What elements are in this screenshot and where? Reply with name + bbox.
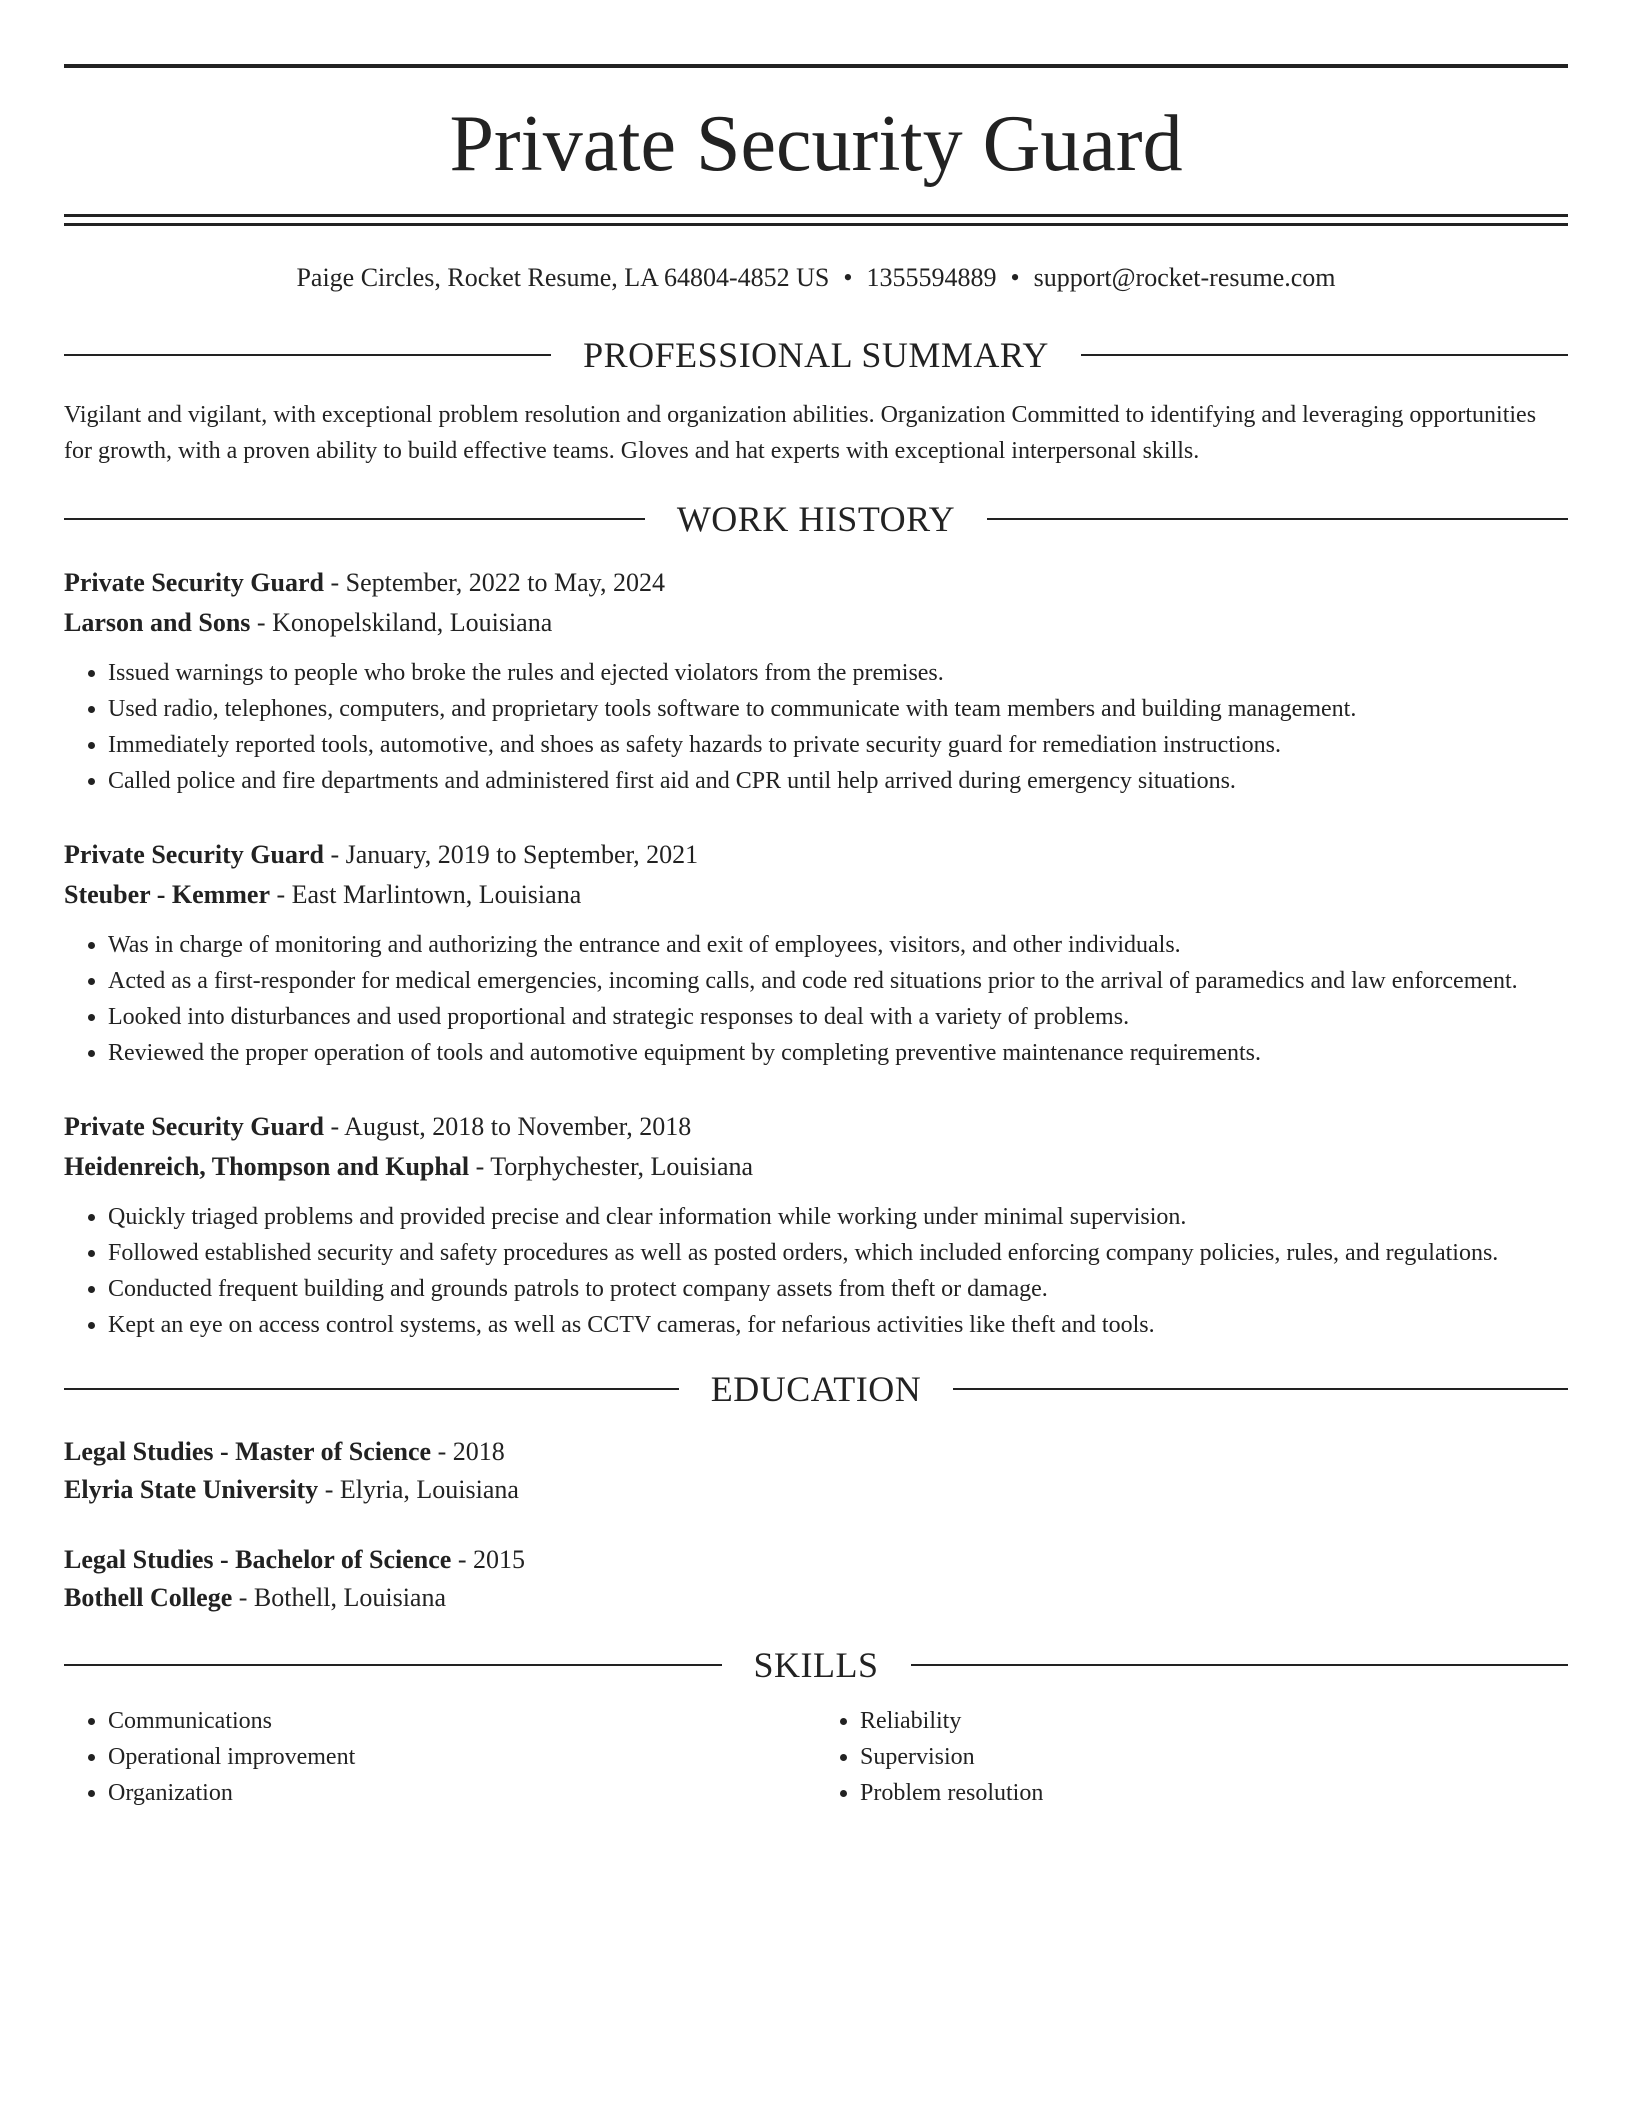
contact-address: Paige Circles, Rocket Resume, LA 64804-4852 US <box>296 263 830 292</box>
heading-rule-left <box>64 1388 679 1390</box>
job-bullet: • Issued warnings to people who broke the rules and ejected violators from the premises. <box>108 655 1568 691</box>
heading-rule-left <box>64 518 645 520</box>
job-title-line <box>64 835 1568 875</box>
job-title: Private Security Guard <box>64 840 324 870</box>
section-heading-work-history <box>64 499 1568 540</box>
education-degree: Legal Studies - Master of Science <box>64 1437 432 1467</box>
education-school-line <box>64 1471 1568 1509</box>
job-company: Heidenreich, Thompson and Kuphal <box>64 1152 470 1182</box>
top-rule <box>64 64 1568 68</box>
job-company-line <box>64 603 1568 643</box>
section-title: PROFESSIONAL SUMMARY <box>583 335 1049 376</box>
job-bullet: • Quickly triaged problems and provided precise and clear information while working under minimal supervision. <box>108 1199 1568 1235</box>
job-location: - East Marlintown, Louisiana <box>270 880 582 910</box>
job-company: Steuber - Kemmer <box>64 880 271 910</box>
skills-list <box>64 1703 1568 1811</box>
section-heading-summary <box>64 335 1568 376</box>
contact-email[interactable]: support@rocket-resume.com <box>1033 263 1336 292</box>
job-dates: - August, 2018 to November, 2018 <box>323 1112 692 1142</box>
education-school: Bothell College <box>64 1583 233 1613</box>
heading-rule-left <box>64 354 551 356</box>
job-bullet: • Reviewed the proper operation of tools and automotive equipment by completing preventive maintenance requirements. <box>108 1035 1568 1071</box>
skill-item: • Communications <box>108 1703 816 1739</box>
job-location: - Konopelskiland, Louisiana <box>250 608 553 638</box>
contact-line <box>64 262 1568 293</box>
job-bullet: • Kept an eye on access control systems, as well as CCTV cameras, for nefarious activities like theft and tools. <box>108 1307 1568 1343</box>
contact-phone: 1355594889 <box>866 263 997 292</box>
job-company-line <box>64 1147 1568 1187</box>
header-rule-1 <box>64 214 1568 217</box>
job-entry <box>64 563 1568 799</box>
job-entry <box>64 835 1568 1071</box>
section-heading-skills <box>64 1645 1568 1686</box>
job-title: Private Security Guard <box>64 568 324 598</box>
education-location: - Elyria, Louisiana <box>318 1475 519 1505</box>
contact-separator: • <box>843 263 853 292</box>
resume-name: Private Security Guard <box>449 100 1183 188</box>
education-entry <box>64 1541 1568 1617</box>
heading-rule-right <box>1081 354 1568 356</box>
skill-item: • Reliability <box>860 1703 1568 1739</box>
job-bullets <box>64 655 1568 799</box>
job-bullet: • Called police and fire departments and administered first aid and CPR until help arrived during emergency situations. <box>108 763 1568 799</box>
education-degree: Legal Studies - Bachelor of Science <box>64 1545 452 1575</box>
job-dates: - September, 2022 to May, 2024 <box>323 568 665 598</box>
section-title: EDUCATION <box>710 1369 922 1410</box>
education-location: - Bothell, Louisiana <box>232 1583 447 1613</box>
education-entry <box>64 1433 1568 1509</box>
education-year: - 2015 <box>451 1545 525 1575</box>
job-bullet: • Followed established security and safety procedures as well as posted orders, which included enforcing company policies, rules, and regulations. <box>108 1235 1568 1271</box>
job-bullets <box>64 1199 1568 1343</box>
job-location: - Torphychester, Louisiana <box>469 1152 754 1182</box>
section-title: SKILLS <box>753 1645 879 1686</box>
skill-item: • Organization <box>108 1775 816 1811</box>
resume-page <box>64 64 1568 1811</box>
education-year: - 2018 <box>431 1437 505 1467</box>
job-company-line <box>64 875 1568 915</box>
education-degree-line <box>64 1433 1568 1471</box>
education-school-line <box>64 1579 1568 1617</box>
education-school: Elyria State University <box>64 1475 319 1505</box>
job-bullets <box>64 927 1568 1071</box>
job-bullet: • Immediately reported tools, automotive, and shoes as safety hazards to private security guard for remediation instructions. <box>108 727 1568 763</box>
skills-column-left <box>64 1703 816 1811</box>
heading-rule-right <box>911 1664 1569 1666</box>
contact-separator: • <box>1010 263 1020 292</box>
header-rule-2 <box>64 223 1568 226</box>
skills-column-right <box>816 1703 1568 1811</box>
job-title-line <box>64 1107 1568 1147</box>
job-bullet: • Looked into disturbances and used proportional and strategic responses to deal with a variety of problems. <box>108 999 1568 1035</box>
job-bullet: • Used radio, telephones, computers, and proprietary tools software to communicate with team members and building management. <box>108 691 1568 727</box>
section-title: WORK HISTORY <box>676 499 956 540</box>
education-degree-line <box>64 1541 1568 1579</box>
heading-rule-right <box>953 1388 1568 1390</box>
skill-item: • Supervision <box>860 1739 1568 1775</box>
heading-rule-right <box>987 518 1568 520</box>
heading-rule-left <box>64 1664 722 1666</box>
skill-item: • Operational improvement <box>108 1739 816 1775</box>
job-dates: - January, 2019 to September, 2021 <box>323 840 699 870</box>
job-title: Private Security Guard <box>64 1112 324 1142</box>
job-bullet: • Acted as a first-responder for medical emergencies, incoming calls, and code red situations prior to the arrival of paramedics and law enforcement. <box>108 963 1568 999</box>
section-heading-education <box>64 1369 1568 1410</box>
skill-item: • Problem resolution <box>860 1775 1568 1811</box>
job-title-line <box>64 563 1568 603</box>
job-company: Larson and Sons <box>64 608 251 638</box>
job-entry <box>64 1107 1568 1343</box>
job-bullet: • Conducted frequent building and grounds patrols to protect company assets from theft or damage. <box>108 1271 1568 1307</box>
job-bullet: • Was in charge of monitoring and authorizing the entrance and exit of employees, visitors, and other individuals. <box>108 927 1568 963</box>
summary-text: Vigilant and vigilant, with exceptional problem resolution and organization abilities. Organization Committed to identifying and leveraging opportunities for growth, with a proven ability to build effective teams. Gloves and hat experts with exceptional interpersonal skills. <box>64 402 1537 465</box>
